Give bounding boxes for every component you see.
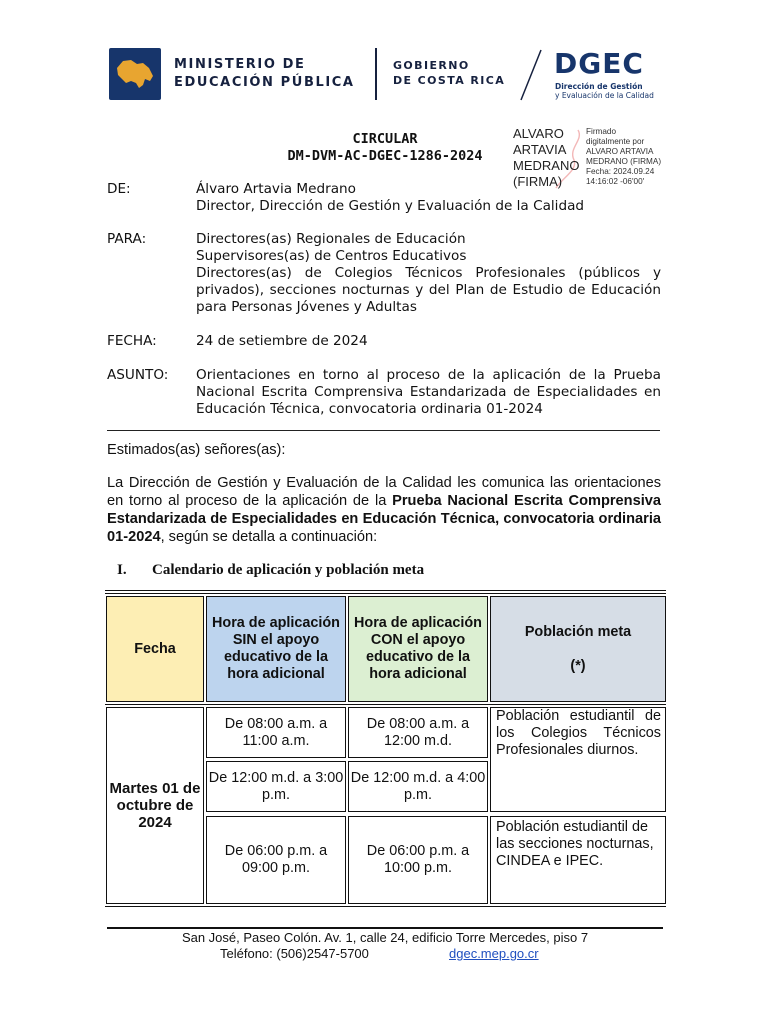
signature-detail-line: digitalmente por <box>586 137 645 146</box>
footer-website-link[interactable]: dgec.mep.go.cr <box>449 946 539 961</box>
para-recipient: Directores(as) de Colegios Técnicos Profesionales (públicos y privados), secciones nocturnas y del Plan de Estudio de Educación para Personas Jóvenes y Adultas <box>196 265 661 315</box>
intro-paragraph <box>107 474 661 546</box>
section-title: Calendario de aplicación y población meta <box>152 562 425 578</box>
dgec-logo-title: DGEC <box>554 47 644 80</box>
costa-rica-map-icon <box>109 48 161 100</box>
de-label: DE: <box>107 181 131 197</box>
signature-detail-line: 14:16:02 -06'00' <box>586 177 645 186</box>
date-cell <box>106 707 204 904</box>
footer-rule <box>107 927 663 929</box>
signature-name-line: MEDRANO <box>513 158 580 173</box>
signature-name-line: ARTAVIA <box>513 142 567 157</box>
header-hora-con-text: Hora de aplicación CON el apoyo educativo de la hora adicional <box>354 615 482 682</box>
header-hora-sin <box>206 596 346 702</box>
header-fecha <box>106 596 204 702</box>
circular-heading <box>250 131 520 165</box>
header-fecha-text: Fecha <box>134 640 176 657</box>
table-bottom-rule <box>105 906 666 907</box>
government-line-2: DE COSTA RICA <box>393 74 506 87</box>
asunto-value: Orientaciones en torno al proceso de la aplicación de la Prueba Nacional Escrita Comprensiva Estandarizada de Especialidades en Educación Técnica, convocatoria ordinaria 01-2024 <box>196 367 661 417</box>
government-name <box>393 58 505 88</box>
cell-text: De 06:00 p.m. a 10:00 p.m. <box>366 843 470 876</box>
table-top-rule <box>105 593 666 594</box>
poblacion-text: Población estudiantil de las secciones nocturnas, CINDEA e IPEC. <box>496 819 654 869</box>
para-label: PARA: <box>107 231 147 247</box>
dgec-logo-subtitle <box>555 82 654 100</box>
cell-text: De 12:00 m.d. a 4:00 p.m. <box>350 769 486 803</box>
table-cell-con <box>348 761 488 812</box>
table-cell-con <box>348 707 488 758</box>
signature-detail-line: MEDRANO (FIRMA) <box>586 157 662 166</box>
footer-address: San José, Paseo Colón. Av. 1, calle 24, edificio Torre Mercedes, piso 7 <box>181 930 589 945</box>
intro-bold-text: Prueba Nacional Escrita Comprensiva Estandarizada de Especialidades en Educación Técnica, convocatoria ordinaria 01-2024 <box>107 493 661 545</box>
header-poblacion-text: Población meta <box>524 623 632 640</box>
ministry-line-1: MINISTERIO DE <box>174 57 306 72</box>
signature-detail-line: Fecha: 2024.09.24 <box>586 167 655 176</box>
table-top-rule <box>105 590 666 591</box>
cell-text: De 08:00 a.m. a 12:00 m.d. <box>366 715 470 749</box>
de-name: Álvaro Artavia Medrano <box>196 181 356 197</box>
ministry-name <box>174 56 355 92</box>
mep-logo <box>109 48 161 100</box>
fecha-label: FECHA: <box>107 333 157 349</box>
para-recipient: Directores(as) Regionales de Educación <box>196 231 466 247</box>
intro-text: La Dirección de Gestión y Evaluación de la Calidad les comunica las orientaciones en torno al proceso de la aplicación de la <box>107 475 661 509</box>
table-cell-sin <box>206 707 346 758</box>
poblacion-cell-1 <box>490 707 666 812</box>
footer-phone: Teléfono: (506)2547-5700 <box>220 946 369 961</box>
asunto-label: ASUNTO: <box>107 367 169 383</box>
circular-title: CIRCULAR <box>352 131 418 147</box>
date-text: Martes 01 de octubre de 2024 <box>109 780 201 831</box>
para-value <box>196 231 661 316</box>
de-value <box>196 181 661 215</box>
header-divider <box>375 48 377 100</box>
intro-text-end: , según se detalla a continuación: <box>160 529 378 545</box>
government-line-1: GOBIERNO <box>393 59 470 72</box>
section-heading <box>117 561 424 579</box>
de-role: Director, Dirección de Gestión y Evaluación de la Calidad <box>196 198 585 214</box>
separator-line <box>107 430 660 431</box>
signature-detail-line: Firmado <box>586 127 617 136</box>
circular-code: DM-DVM-AC-DGEC-1286-2024 <box>287 148 483 164</box>
dgec-subtitle-line-2: y Evaluación de la Calidad <box>555 91 654 100</box>
para-recipient: Supervisores(as) de Centros Educativos <box>196 248 467 264</box>
header-poblacion-note: (*) <box>570 657 586 674</box>
ministry-line-2: EDUCACIÓN PÚBLICA <box>174 75 355 90</box>
cell-text: De 08:00 a.m. a 11:00 a.m. <box>224 715 328 749</box>
greeting: Estimados(as) señores(as): <box>107 442 286 458</box>
poblacion-cell-2 <box>490 816 666 904</box>
signature-detail-line: ALVARO ARTAVIA <box>586 147 654 156</box>
slash-divider <box>517 48 545 102</box>
table-header-rule <box>105 704 666 705</box>
signature-details <box>586 127 661 187</box>
header-hora-sin-text: Hora de aplicación SIN el apoyo educativo de la hora adicional <box>212 615 340 682</box>
signature-name-line: (FIRMA) <box>513 174 563 189</box>
table-cell-sin <box>206 761 346 812</box>
cell-text: De 06:00 p.m. a 09:00 p.m. <box>224 843 328 876</box>
table-cell-con <box>348 816 488 904</box>
dgec-subtitle-line-1: Dirección de Gestión <box>555 82 643 91</box>
cell-text: De 12:00 m.d. a 3:00 p.m. <box>208 769 344 803</box>
header-poblacion <box>490 596 666 702</box>
table-cell-sin <box>206 816 346 904</box>
signature-name-line: ALVARO <box>513 126 564 141</box>
poblacion-text: Población estudiantil de los Colegios Técnicos Profesionales diurnos. <box>496 708 661 758</box>
header-hora-con <box>348 596 488 702</box>
section-number: I. <box>117 562 127 578</box>
fecha-value: 24 de setiembre de 2024 <box>196 333 368 349</box>
